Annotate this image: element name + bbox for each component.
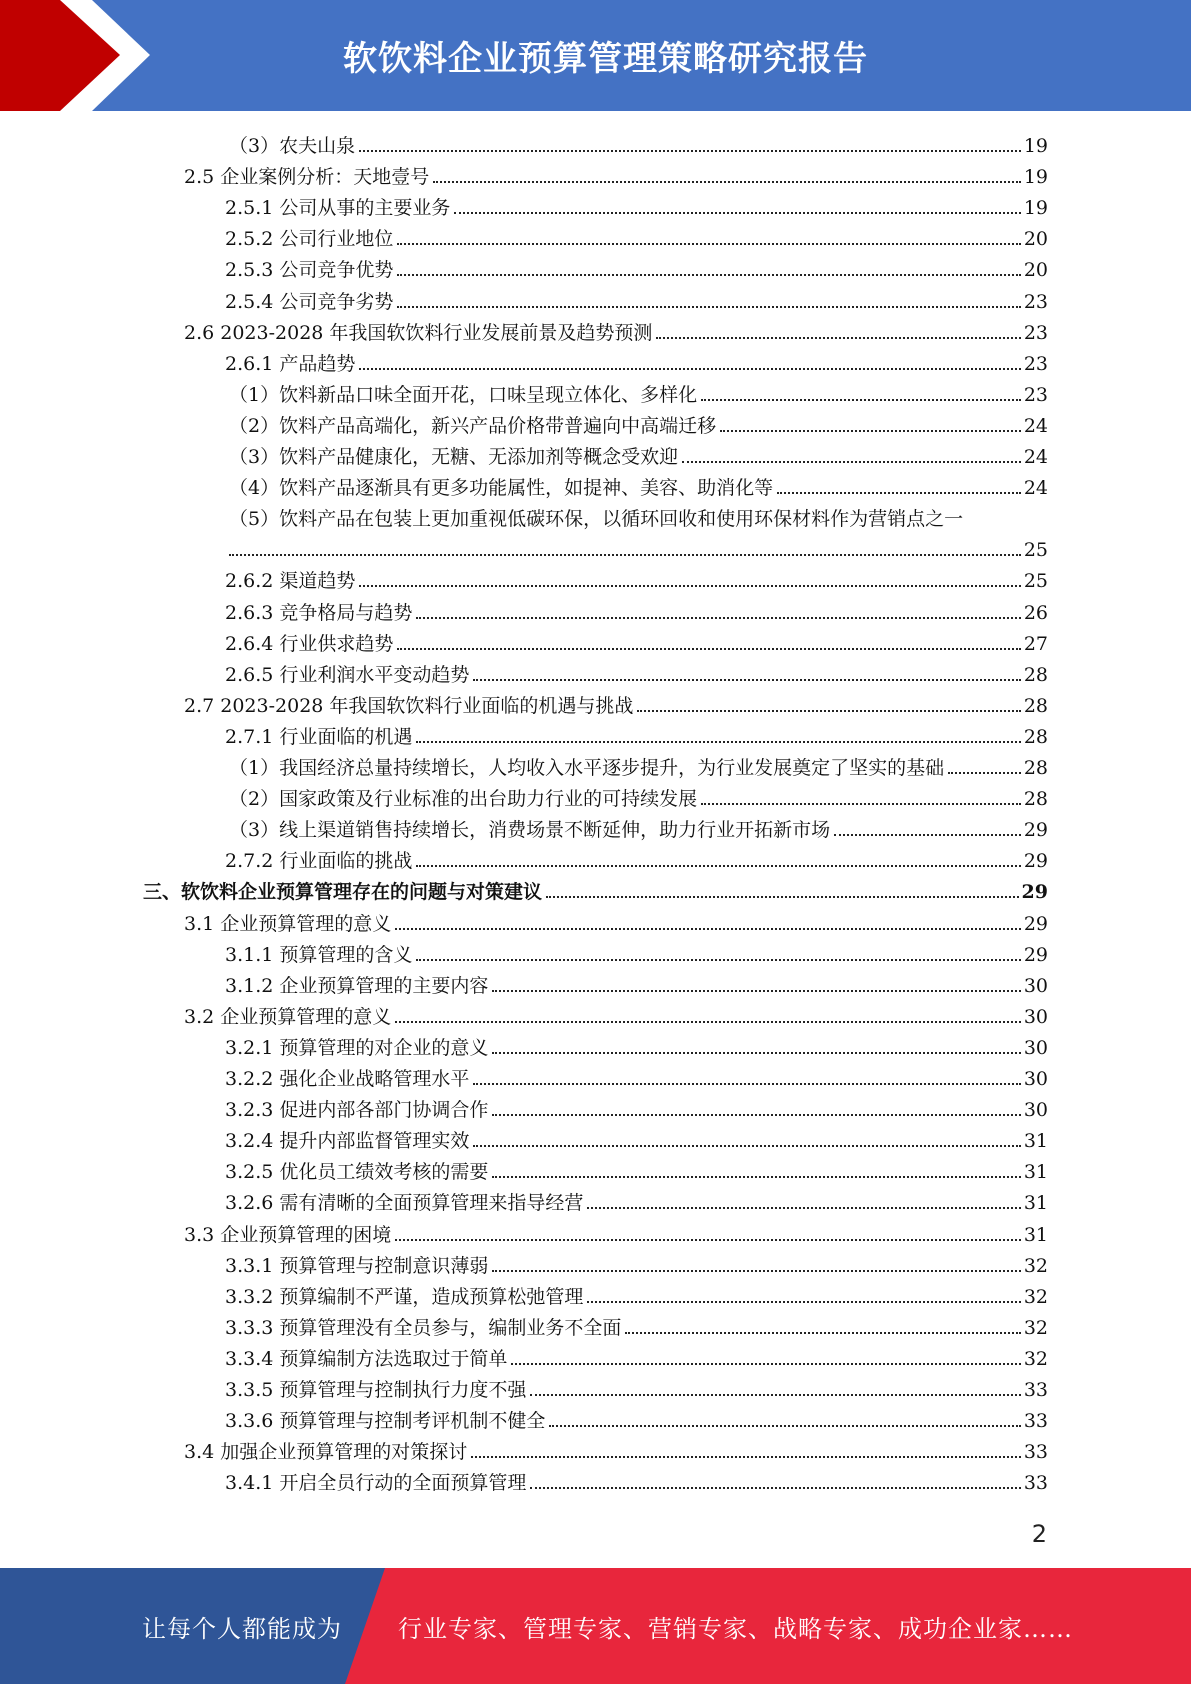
toc-entry-title: 2.7 2023-2028 年我国软饮料行业面临的机遇与挑战 xyxy=(184,695,634,717)
toc-entry-title: 3.3.6 预算管理与控制考评机制不健全 xyxy=(225,1410,546,1432)
toc-entry[interactable] xyxy=(225,1465,1048,1496)
toc-entry[interactable] xyxy=(184,1217,1048,1248)
toc-dot-leader xyxy=(473,679,1020,681)
toc-entry-page: 33 xyxy=(1023,1410,1048,1432)
toc-dot-leader xyxy=(682,461,1021,463)
toc-entry-title: 3.3 企业预算管理的困境 xyxy=(184,1224,392,1246)
toc-dot-leader xyxy=(492,1176,1020,1178)
toc-entry[interactable] xyxy=(229,377,1048,408)
toc-entry-page: 26 xyxy=(1023,602,1048,624)
toc-entry-page: 29 xyxy=(1021,881,1048,903)
toc-entry-title: 2.5.2 公司行业地位 xyxy=(225,228,394,250)
toc-entry[interactable] xyxy=(225,1248,1048,1279)
toc-entry-title: （3）线上渠道销售持续增长，消费场景不断延伸，助力行业开拓新市场 xyxy=(229,819,831,841)
toc-entry-title: 2.6.2 渠道趋势 xyxy=(225,570,356,592)
toc-dot-leader xyxy=(397,306,1020,308)
toc-entry-page: 32 xyxy=(1023,1255,1048,1277)
toc-entry-title: 2.6 2023-2028 年我国软饮料行业发展前景及趋势预测 xyxy=(184,322,653,344)
toc-dot-leader xyxy=(587,1301,1020,1303)
toc-dot-leader xyxy=(395,1021,1021,1023)
toc-entry[interactable] xyxy=(225,968,1048,999)
toc-entry-title: 2.5 企业案例分析：天地壹号 xyxy=(184,166,430,188)
toc-dot-leader xyxy=(395,928,1021,930)
toc-dot-leader xyxy=(433,181,1021,183)
toc-entry-title: 三、软饮料企业预算管理存在的问题与对策建议 xyxy=(143,881,543,903)
toc-dot-leader xyxy=(473,1145,1020,1147)
toc-entry-page: 32 xyxy=(1023,1286,1048,1308)
toc-dot-leader xyxy=(416,959,1020,961)
toc-entry[interactable] xyxy=(229,750,1048,781)
toc-entry-page: 29 xyxy=(1023,944,1048,966)
toc-entry-page: 33 xyxy=(1023,1472,1048,1494)
toc-entry-page: 28 xyxy=(1023,695,1048,717)
toc-entry-page: 31 xyxy=(1023,1130,1048,1152)
toc-entry-title: 3.2.3 促进内部各部门协调合作 xyxy=(225,1099,489,1121)
toc-entry[interactable] xyxy=(229,532,1048,563)
toc-entry[interactable] xyxy=(229,781,1048,812)
report-title: 软饮料企业预算管理策略研究报告 xyxy=(343,39,868,79)
toc-entry[interactable] xyxy=(229,408,1048,439)
toc-entry-page: 29 xyxy=(1023,850,1048,872)
toc-dot-leader xyxy=(492,1270,1020,1272)
toc-entry-title: （2）饮料产品高端化，新兴产品价格带普遍向中高端迁移 xyxy=(229,415,717,437)
toc-entry-title: 2.5.1 公司从事的主要业务 xyxy=(225,197,451,219)
toc-entry-page: 19 xyxy=(1023,197,1048,219)
toc-entry-page: 30 xyxy=(1023,975,1048,997)
toc-entry[interactable] xyxy=(229,439,1048,470)
toc-entry[interactable] xyxy=(229,812,1048,843)
toc-entry-title: （2）国家政策及行业标准的出台助力行业的可持续发展 xyxy=(229,788,698,810)
toc-entry[interactable] xyxy=(225,1030,1048,1061)
toc-entry[interactable] xyxy=(225,190,1048,221)
toc-entry-page: 31 xyxy=(1023,1192,1048,1214)
toc-dot-leader xyxy=(530,1394,1020,1396)
toc-entry-page: 20 xyxy=(1023,259,1048,281)
toc-dot-leader xyxy=(701,399,1021,401)
toc-entry[interactable] xyxy=(225,595,1048,626)
toc-entry[interactable] xyxy=(225,1123,1048,1154)
toc-dot-leader xyxy=(471,1456,1021,1458)
toc-entry[interactable] xyxy=(225,1092,1048,1123)
toc-entry[interactable] xyxy=(229,501,1048,532)
toc-entry-title: 3.3.3 预算管理没有全员参与，编制业务不全面 xyxy=(225,1317,622,1339)
toc-entry-title: 3.1.1 预算管理的含义 xyxy=(225,944,413,966)
toc-entry-page: 19 xyxy=(1023,166,1048,188)
toc-entry-page: 20 xyxy=(1023,228,1048,250)
toc-dot-leader xyxy=(546,896,1019,898)
toc-entry-page: 33 xyxy=(1023,1441,1048,1463)
toc-entry[interactable] xyxy=(184,315,1048,346)
toc-entry[interactable] xyxy=(225,1154,1048,1185)
toc-entry-page: 33 xyxy=(1023,1379,1048,1401)
toc-entry-page: 19 xyxy=(1023,135,1048,157)
toc-dot-leader xyxy=(492,1052,1020,1054)
page-number: 2 xyxy=(1031,1520,1047,1548)
toc-entry-title: 3.3.4 预算编制方法选取过于简单 xyxy=(225,1348,508,1370)
toc-entry-page: 23 xyxy=(1023,384,1048,406)
toc-dot-leader xyxy=(530,1487,1020,1489)
toc-entry-page: 25 xyxy=(1023,539,1048,561)
toc-entry[interactable] xyxy=(225,563,1048,594)
toc-entry[interactable] xyxy=(225,937,1048,968)
toc-entry-title: 3.3.2 预算编制不严谨，造成预算松弛管理 xyxy=(225,1286,584,1308)
toc-dot-leader xyxy=(397,274,1020,276)
toc-entry[interactable] xyxy=(225,843,1048,874)
toc-entry-title: （3）农夫山泉 xyxy=(229,135,356,157)
toc-dot-leader xyxy=(948,772,1021,774)
toc-dot-leader xyxy=(359,585,1020,587)
toc-dot-leader xyxy=(492,990,1020,992)
toc-entry-title: 3.2 企业预算管理的意义 xyxy=(184,1006,392,1028)
toc-entry[interactable] xyxy=(225,284,1048,315)
toc-entry-page: 31 xyxy=(1023,1161,1048,1183)
toc-dot-leader xyxy=(834,834,1021,836)
page-header xyxy=(0,0,1191,111)
toc-dot-leader xyxy=(359,150,1021,152)
toc-entry[interactable] xyxy=(225,252,1048,283)
toc-dot-leader xyxy=(397,243,1020,245)
toc-dot-leader xyxy=(359,368,1020,370)
toc-dot-leader xyxy=(473,1083,1020,1085)
toc-entry-page: 29 xyxy=(1023,913,1048,935)
toc-entry-title: （1）饮料新品口味全面开花，口味呈现立体化、多样化 xyxy=(229,384,698,406)
toc-dot-leader xyxy=(625,1332,1020,1334)
toc-dot-leader xyxy=(492,1114,1020,1116)
toc-dot-leader xyxy=(701,803,1021,805)
toc-dot-leader xyxy=(416,865,1020,867)
toc-entry-page: 23 xyxy=(1023,322,1048,344)
toc-dot-leader xyxy=(549,1425,1020,1427)
toc-dot-leader xyxy=(454,212,1020,214)
red-chevron-icon xyxy=(0,0,160,111)
toc-entry-title: （4）饮料产品逐渐具有更多功能属性，如提神、美容、助消化等 xyxy=(229,477,774,499)
toc-entry-title: 2.7.1 行业面临的机遇 xyxy=(225,726,413,748)
toc-entry-page: 32 xyxy=(1023,1348,1048,1370)
toc-entry[interactable] xyxy=(225,221,1048,252)
toc-entry-page: 28 xyxy=(1023,726,1048,748)
toc-entry-page: 28 xyxy=(1023,757,1048,779)
toc-dot-leader xyxy=(397,648,1020,650)
toc-entry-title: 2.6.5 行业利润水平变动趋势 xyxy=(225,664,470,686)
toc-entry-page: 30 xyxy=(1023,1099,1048,1121)
toc-dot-leader xyxy=(777,492,1021,494)
toc-entry[interactable] xyxy=(225,719,1048,750)
toc-entry[interactable] xyxy=(225,626,1048,657)
toc-dot-leader xyxy=(229,554,1021,556)
toc-entry-title: （3）饮料产品健康化，无糖、无添加剂等概念受欢迎 xyxy=(229,446,679,468)
toc-entry-page: 28 xyxy=(1023,788,1048,810)
toc-entry-page: 24 xyxy=(1023,415,1048,437)
toc-entry-title: 3.2.6 需有清晰的全面预算管理来指导经营 xyxy=(225,1192,584,1214)
toc-entry-title: 3.2.1 预算管理的对企业的意义 xyxy=(225,1037,489,1059)
toc-entry-title: 3.2.2 强化企业战略管理水平 xyxy=(225,1068,470,1090)
toc-entry-page: 23 xyxy=(1023,353,1048,375)
toc-entry[interactable] xyxy=(225,1061,1048,1092)
toc-entry-page: 30 xyxy=(1023,1037,1048,1059)
toc-entry[interactable] xyxy=(225,1310,1048,1341)
toc-entry-title: 3.2.5 优化员工绩效考核的需要 xyxy=(225,1161,489,1183)
toc-dot-leader xyxy=(637,710,1020,712)
toc-entry[interactable] xyxy=(184,999,1048,1030)
toc-entry[interactable] xyxy=(225,1279,1048,1310)
toc-entry-title: 3.1.2 企业预算管理的主要内容 xyxy=(225,975,489,997)
toc-entry[interactable] xyxy=(225,657,1048,688)
toc-entry-title: 3.4.1 开启全员行动的全面预算管理 xyxy=(225,1472,527,1494)
toc-entry-page: 23 xyxy=(1023,291,1048,313)
toc-entry-page: 24 xyxy=(1023,477,1048,499)
toc-entry-page: 24 xyxy=(1023,446,1048,468)
toc-dot-leader xyxy=(511,1363,1020,1365)
toc-entry-page: 27 xyxy=(1023,633,1048,655)
toc-dot-leader xyxy=(416,617,1020,619)
toc-entry-page: 31 xyxy=(1023,1224,1048,1246)
toc-entry[interactable] xyxy=(225,1185,1048,1216)
toc-entry-page: 25 xyxy=(1023,570,1048,592)
toc-dot-leader xyxy=(395,1239,1021,1241)
toc-entry-title: 2.5.3 公司竞争优势 xyxy=(225,259,394,281)
footer-slogan-right: 行业专家、管理专家、营销专家、战略专家、成功企业家…… xyxy=(398,1614,1073,1643)
toc-entry-title: （5）饮料产品在包装上更加重视低碳环保，以循环回收和使用环保材料作为营销点之一 xyxy=(229,508,964,530)
toc-entry[interactable] xyxy=(225,1341,1048,1372)
toc-entry[interactable] xyxy=(225,1372,1048,1403)
toc-entry-title: 3.2.4 提升内部监督管理实效 xyxy=(225,1130,470,1152)
toc-entry-title: 2.7.2 行业面临的挑战 xyxy=(225,850,413,872)
toc-entry-title: 2.6.1 产品趋势 xyxy=(225,353,356,375)
toc-entry-title: （1）我国经济总量持续增长，人均收入水平逐步提升，为行业发展奠定了坚实的基础 xyxy=(229,757,945,779)
toc-entry-page: 30 xyxy=(1023,1068,1048,1090)
toc-entry[interactable] xyxy=(225,1403,1048,1434)
toc-entry-title: 2.6.4 行业供求趋势 xyxy=(225,633,394,655)
toc-entry-page: 30 xyxy=(1023,1006,1048,1028)
toc-entry[interactable] xyxy=(229,470,1048,501)
toc-entry-title: 3.1 企业预算管理的意义 xyxy=(184,913,392,935)
toc-entry[interactable] xyxy=(184,688,1048,719)
toc-entry[interactable] xyxy=(225,346,1048,377)
toc-entry[interactable] xyxy=(229,128,1048,159)
toc-entry[interactable] xyxy=(184,906,1048,937)
toc-dot-leader xyxy=(416,741,1020,743)
toc-dot-leader xyxy=(587,1207,1020,1209)
toc-dot-leader xyxy=(720,430,1021,432)
toc-entry-page: 32 xyxy=(1023,1317,1048,1339)
toc-entry[interactable] xyxy=(184,159,1048,190)
toc-entry[interactable] xyxy=(184,1434,1048,1465)
page-footer xyxy=(0,1568,1191,1684)
toc-entry-title: 3.3.1 预算管理与控制意识薄弱 xyxy=(225,1255,489,1277)
toc-entry[interactable] xyxy=(143,874,1048,905)
toc-entry-title: 3.4 加强企业预算管理的对策探讨 xyxy=(184,1441,468,1463)
footer-slogan-left: 让每个人都能成为 xyxy=(142,1614,342,1643)
toc-entry-title: 2.6.3 竞争格局与趋势 xyxy=(225,602,413,624)
toc-dot-leader xyxy=(656,337,1020,339)
toc-entry-page: 28 xyxy=(1023,664,1048,686)
toc-entry-title: 3.3.5 预算管理与控制执行力度不强 xyxy=(225,1379,527,1401)
toc-entry-title: 2.5.4 公司竞争劣势 xyxy=(225,291,394,313)
toc-entry-page: 29 xyxy=(1023,819,1048,841)
